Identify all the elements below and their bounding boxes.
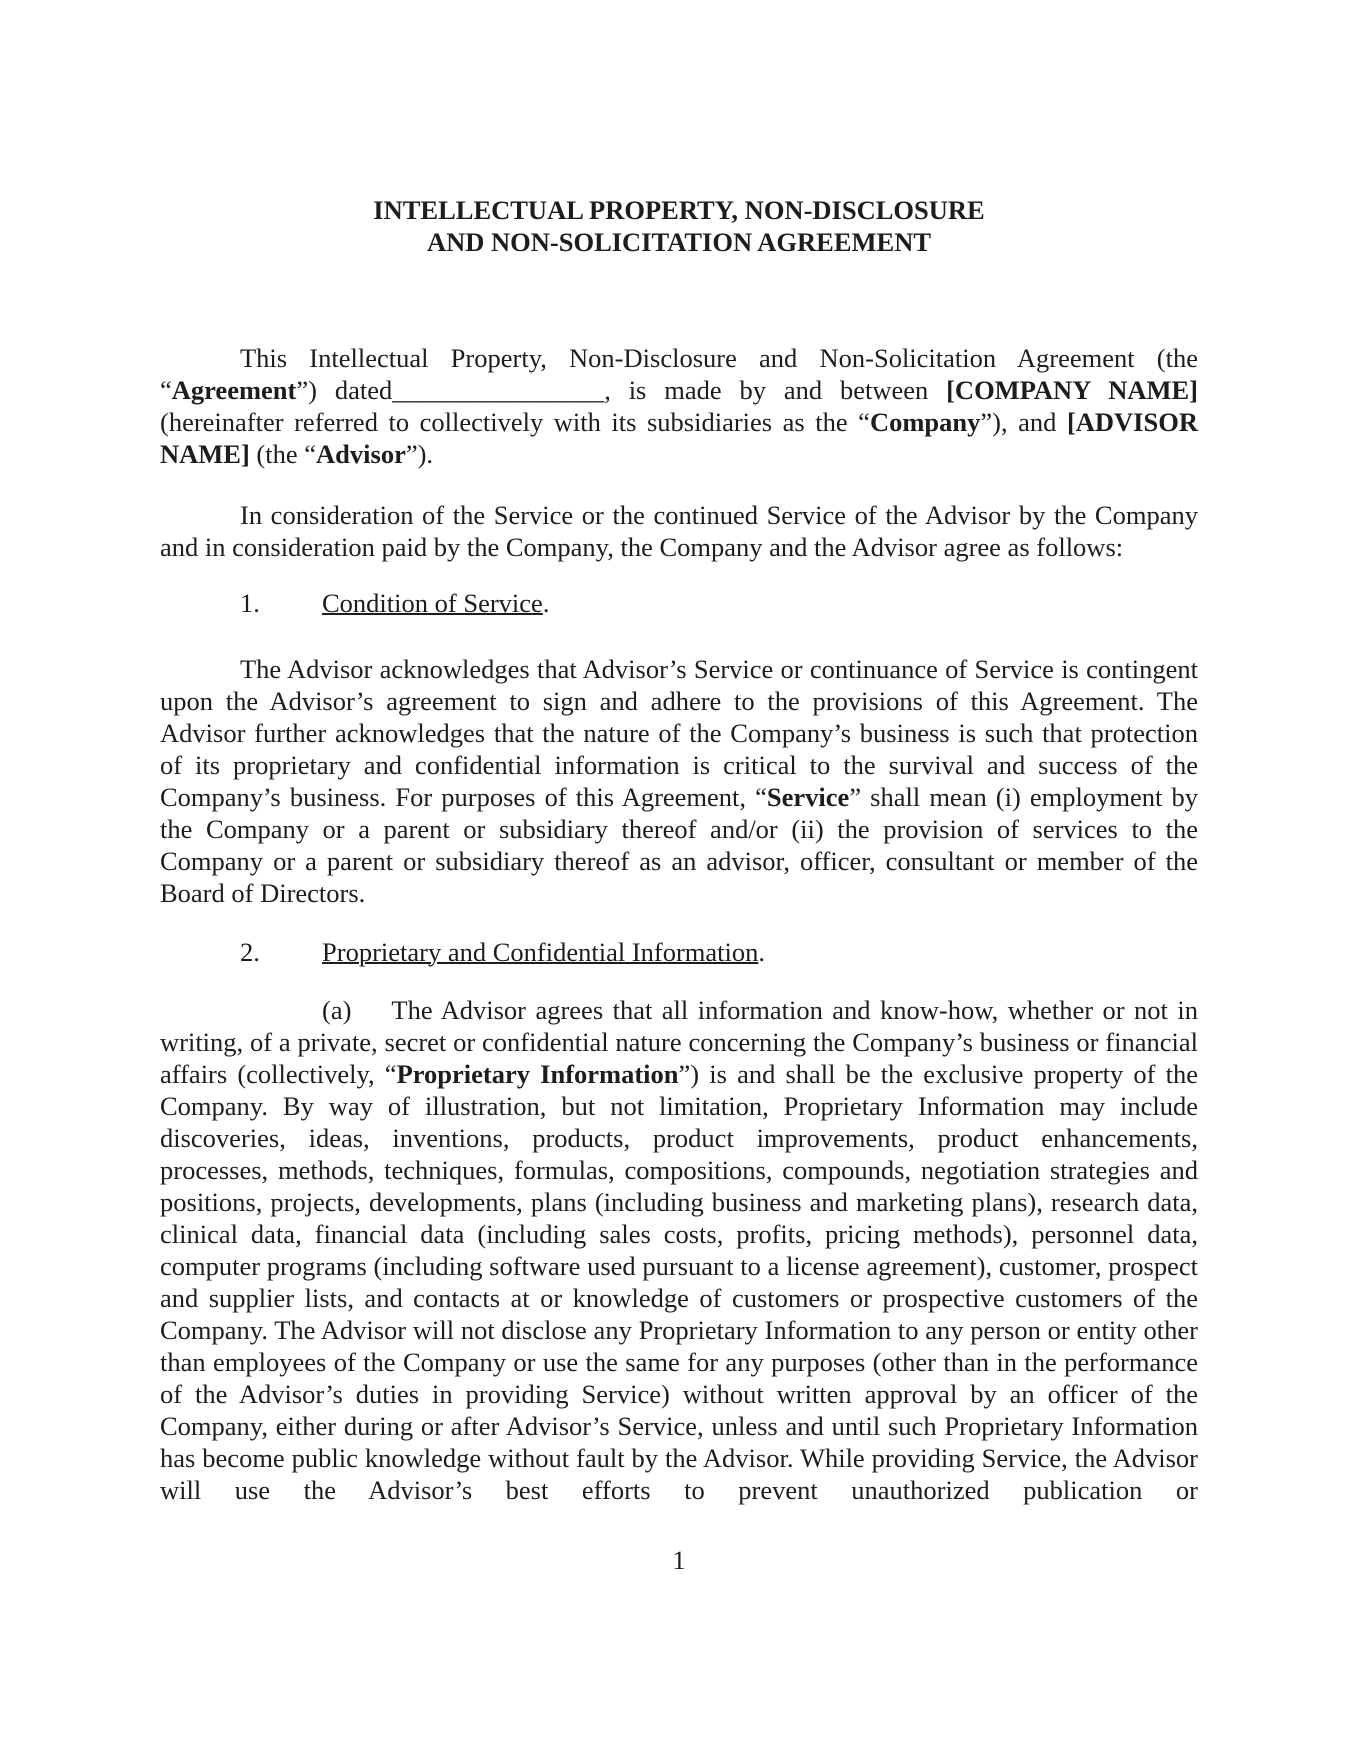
- defined-term-agreement: Agreement: [171, 375, 297, 405]
- intro-text: ”).: [405, 439, 434, 469]
- defined-term-company: Company: [869, 407, 981, 437]
- paragraph-section-2a: [160, 994, 1198, 1506]
- subsection-a-label: (a): [322, 995, 352, 1025]
- section-1-title: Condition of Service: [322, 588, 543, 618]
- placeholder-advisor-name: [ADVISOR NAME]: [160, 407, 1198, 469]
- document-title-line-2: AND NON-SOLICITATION AGREEMENT: [426, 227, 932, 257]
- defined-term-advisor: Advisor: [316, 439, 406, 469]
- section-2a-body-text: ”) is and shall be the exclusive property of the Company. By way of illustration, but not limitation, Proprietary Information may include discoveries, ideas, inventions, products, product improvements, product enhancements, processes, methods, techniques, formulas, compositions, compounds, negotiation strategies and positions, projects, developments, plans (including business and marketing plans), research data, clinical data, financial data (including sales costs, profits, pricing methods), personnel data, computer programs (including software used pursuant to a license agreement), customer, prospect and supplier lists, and contacts at or knowledge of customers or prospective customers of the Company. The Advisor will not disclose any Proprietary Information to any person or entity other than employees of the Company or use the same for any purposes (other than in the performance of the Advisor’s duties in providing Service) without written approval by an officer of the Company, either during or after Advisor’s Service, unless and until such Proprietary Information has become public knowledge without fault by the Advisor. While providing Service, the Advisor will use the Advisor’s best efforts to prevent unauthorized publication or: [160, 1059, 1199, 1505]
- section-2-period: .: [758, 937, 766, 967]
- section-1-body-text: The Advisor acknowledges that Advisor’s Service or continuance of Service is contingent upon the Advisor’s agreement to sign and adhere to the provisions of this Agreement. The Advisor further acknowledges that the nature of the Company’s business is such that protection of its proprietary and confidential information is critical to the survival and success of the Company’s business. For purposes of this Agreement, “: [160, 654, 1198, 812]
- section-2-title: Proprietary and Confidential Information: [322, 937, 759, 967]
- section-2-number: 2.: [240, 937, 260, 967]
- defined-term-service: Service: [766, 782, 850, 812]
- page-number: 1: [672, 1545, 686, 1575]
- section-1-number: 1.: [240, 588, 260, 618]
- paragraph-intro: [160, 342, 1198, 470]
- intro-text: ”), and: [980, 407, 1067, 437]
- document-title-line-1: INTELLECTUAL PROPERTY, NON-DISCLOSURE: [373, 195, 985, 225]
- placeholder-company-name: [COMPANY NAME]: [946, 375, 1198, 405]
- document-title: [160, 194, 1198, 258]
- intro-text-dated-blank: ”) dated________________, is made by and between: [296, 375, 947, 405]
- paragraph-section-1-body: [160, 653, 1198, 909]
- defined-term-proprietary-information: Proprietary Information: [396, 1059, 679, 1089]
- intro-text: (the “: [249, 439, 317, 469]
- paragraph-consideration: In consideration of the Service or the continued Service of the Advisor by the Company and in consideration paid by the Company, the Company and the Advisor agree as follows:: [160, 500, 1198, 562]
- intro-text: This Intellectual Property, Non-Disclosure and Non-Solicitation Agreement (the “: [160, 343, 1198, 405]
- section-2a-body-text: The Advisor agrees that all information and know-how, whether or not in writing, of a private, secret or confidential nature concerning the Company’s business or financial affairs (collectively, “: [160, 995, 1198, 1089]
- section-1-period: .: [542, 588, 550, 618]
- section-1-heading: [240, 587, 1198, 619]
- intro-text: (hereinafter referred to collectively with its subsidiaries as the “: [160, 407, 870, 437]
- section-1-body-text: ” shall mean (i) employment by the Company or a parent or subsidiary thereof and/or (ii) the provision of services to the Company or a parent or subsidiary thereof as an advisor, officer, consultant or member of the Board of Directors.: [160, 782, 1198, 908]
- section-2-heading: [240, 936, 1198, 968]
